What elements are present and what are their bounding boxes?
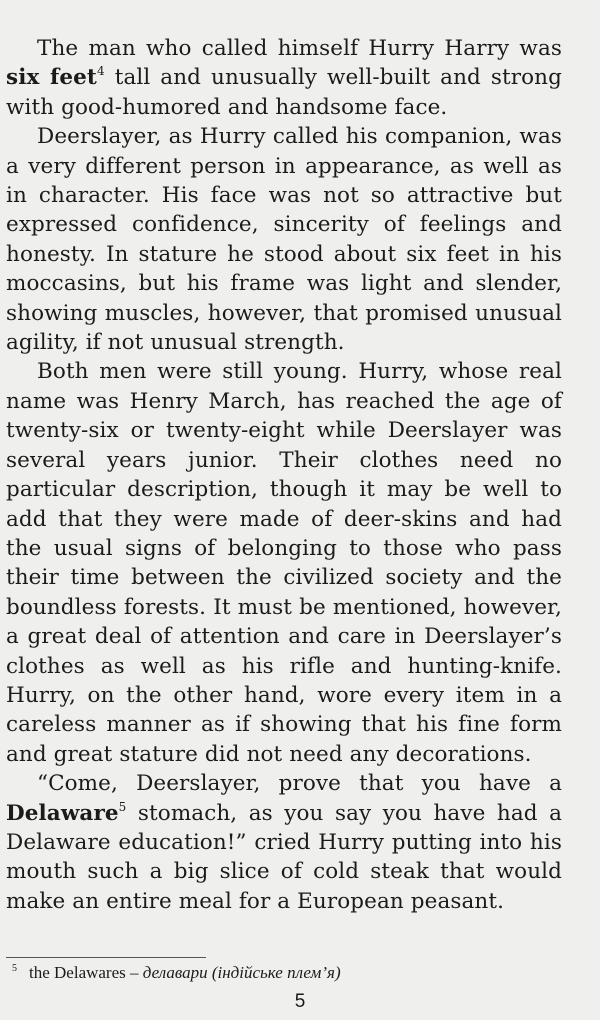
paragraph-1-text: The man who called himself Hurry Harry was (37, 36, 562, 61)
page-number: 5 (294, 991, 306, 1012)
footnote-term: the Delawares (29, 963, 126, 982)
paragraph-3: Both men were still young. Hurry, whose real name was Henry March, has reached the age of twenty-six or twenty-eight while Deerslayer was several years junior. Their clothes need no particular description, though it may be well to add that they were made of deer-skins and had the usual signs of belonging to those who pass their time between the civilized society and the boundless forests. It must be mentioned, however, a great deal of attention and care in Deerslayer’s clothes as well as his rifle and hunting-knife. Hurry, on the other hand, wore every item in a careless manner as if showing that his fine form and great stature did not need any decorations. (6, 359, 562, 767)
footnote-dash: – (125, 963, 143, 982)
paragraph-4-text: “Come, Deerslayer, prove that you have a (37, 771, 562, 797)
paragraph-4-text-cont: stomach, as you say you have had a Delaware education!” cried Hurry putting into his mouth such a big slice of cold steak that would make an entire meal for a European peasant. (6, 800, 562, 914)
body-text (6, 34, 562, 916)
paragraph-2: Deerslayer, as Hurry called his companion, was a very different person in appearance, as well as in character. His face was not so attractive but expressed confidence, sincerity of feelings and honesty. In stature he stood about six feet in his moccasins, but his frame was light and slender, showing muscles, however, that promised unusual agility, if not unusual strength. (6, 124, 562, 356)
footnote-divider (6, 957, 206, 958)
paragraph-1 (6, 34, 562, 122)
term-six-feet: six feet (6, 65, 97, 91)
footnote-number: 5 (12, 963, 17, 974)
footnote-ref-5: 5 (118, 799, 127, 814)
footnote-ref-4: 4 (96, 64, 105, 79)
footnote-5 (12, 962, 572, 984)
paragraph-4 (6, 769, 562, 916)
paragraph-1-text-cont: tall and unusually well-built and strong with good-humored and handsome face. (6, 65, 562, 120)
footnote-translation: делавари (індійське плем’я) (142, 963, 341, 982)
term-delaware: Delaware (6, 800, 119, 826)
